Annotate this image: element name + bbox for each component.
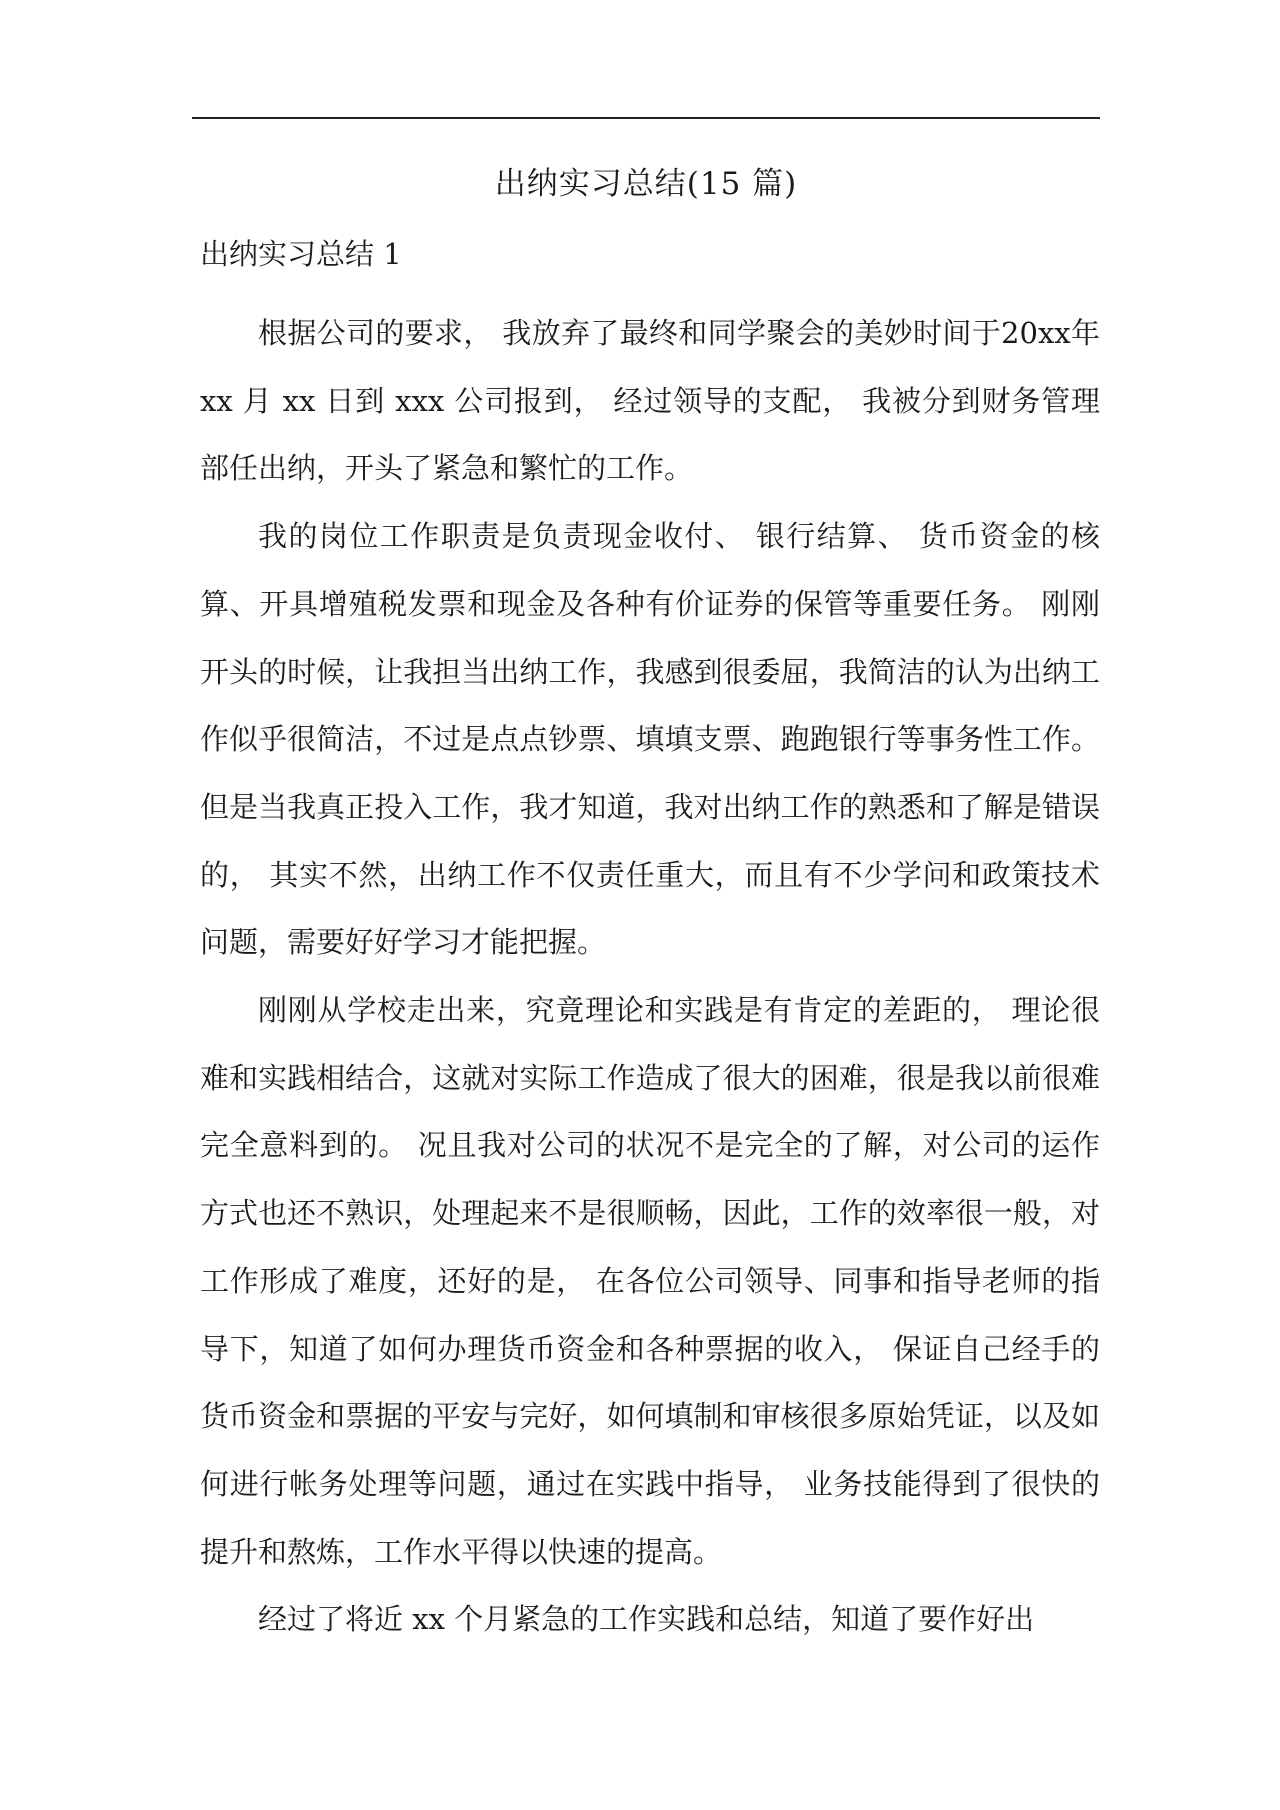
document-body bbox=[200, 300, 1100, 1654]
paragraph: 根据公司的要求， 我放弃了最终和同学聚会的美妙时间于20xx年 xx 月 xx 日到 xxx 公司报到， 经过领导的支配， 我被分到财务管理部任出纳，开头了紧急和繁忙的工作。 bbox=[200, 316, 1100, 486]
section-heading: 出纳实习总结 1 bbox=[200, 237, 402, 271]
header-rule bbox=[192, 117, 1100, 119]
paragraph: 经过了将近 xx 个月紧急的工作实践和总结，知道了要作好出 bbox=[258, 1602, 1035, 1637]
document-title: 出纳实习总结(15 篇) bbox=[494, 166, 798, 202]
paragraph: 刚刚从学校走出来，究竟理论和实践是有肯定的差距的， 理论很难和实践相结合，这就对实际工作造成了很大的困难，很是我以前很难完全意料到的。 况且我对公司的状况不是完全的了解，对公司的运作方式也还不熟识，处理起来不是很顺畅，因此，工作的效率很一般，对工作形成了难度，还好的是， 在各位公司领导、同事和指导老师的指导下，知道了如何办理货币资金和各种票据的收入， 保证自己经手的货币资金和票据的平安与完好，如何填制和审核很多原始凭证，以及如何进行帐务处理等问题，通过在实践中指导， 业务技能得到了很快的提升和熬炼，工作水平得以快速的提高。 bbox=[200, 993, 1100, 1569]
paragraph: 我的岗位工作职责是负责现金收付、 银行结算、 货币资金的核算、开具增殖税发票和现金及各种有价证券的保管等重要任务。 刚刚开头的时候，让我担当出纳工作，我感到很委屈，我简洁的认为出纳工作似乎很简洁，不过是点点钞票、填填支票、跑跑银行等事务性工作。但是当我真正投入工作，我才知道，我对出纳工作的熟悉和了解是错误的， 其实不然，出纳工作不仅责任重大，而且有不少学问和政策技术问题，需要好好学习才能把握。 bbox=[200, 519, 1100, 960]
